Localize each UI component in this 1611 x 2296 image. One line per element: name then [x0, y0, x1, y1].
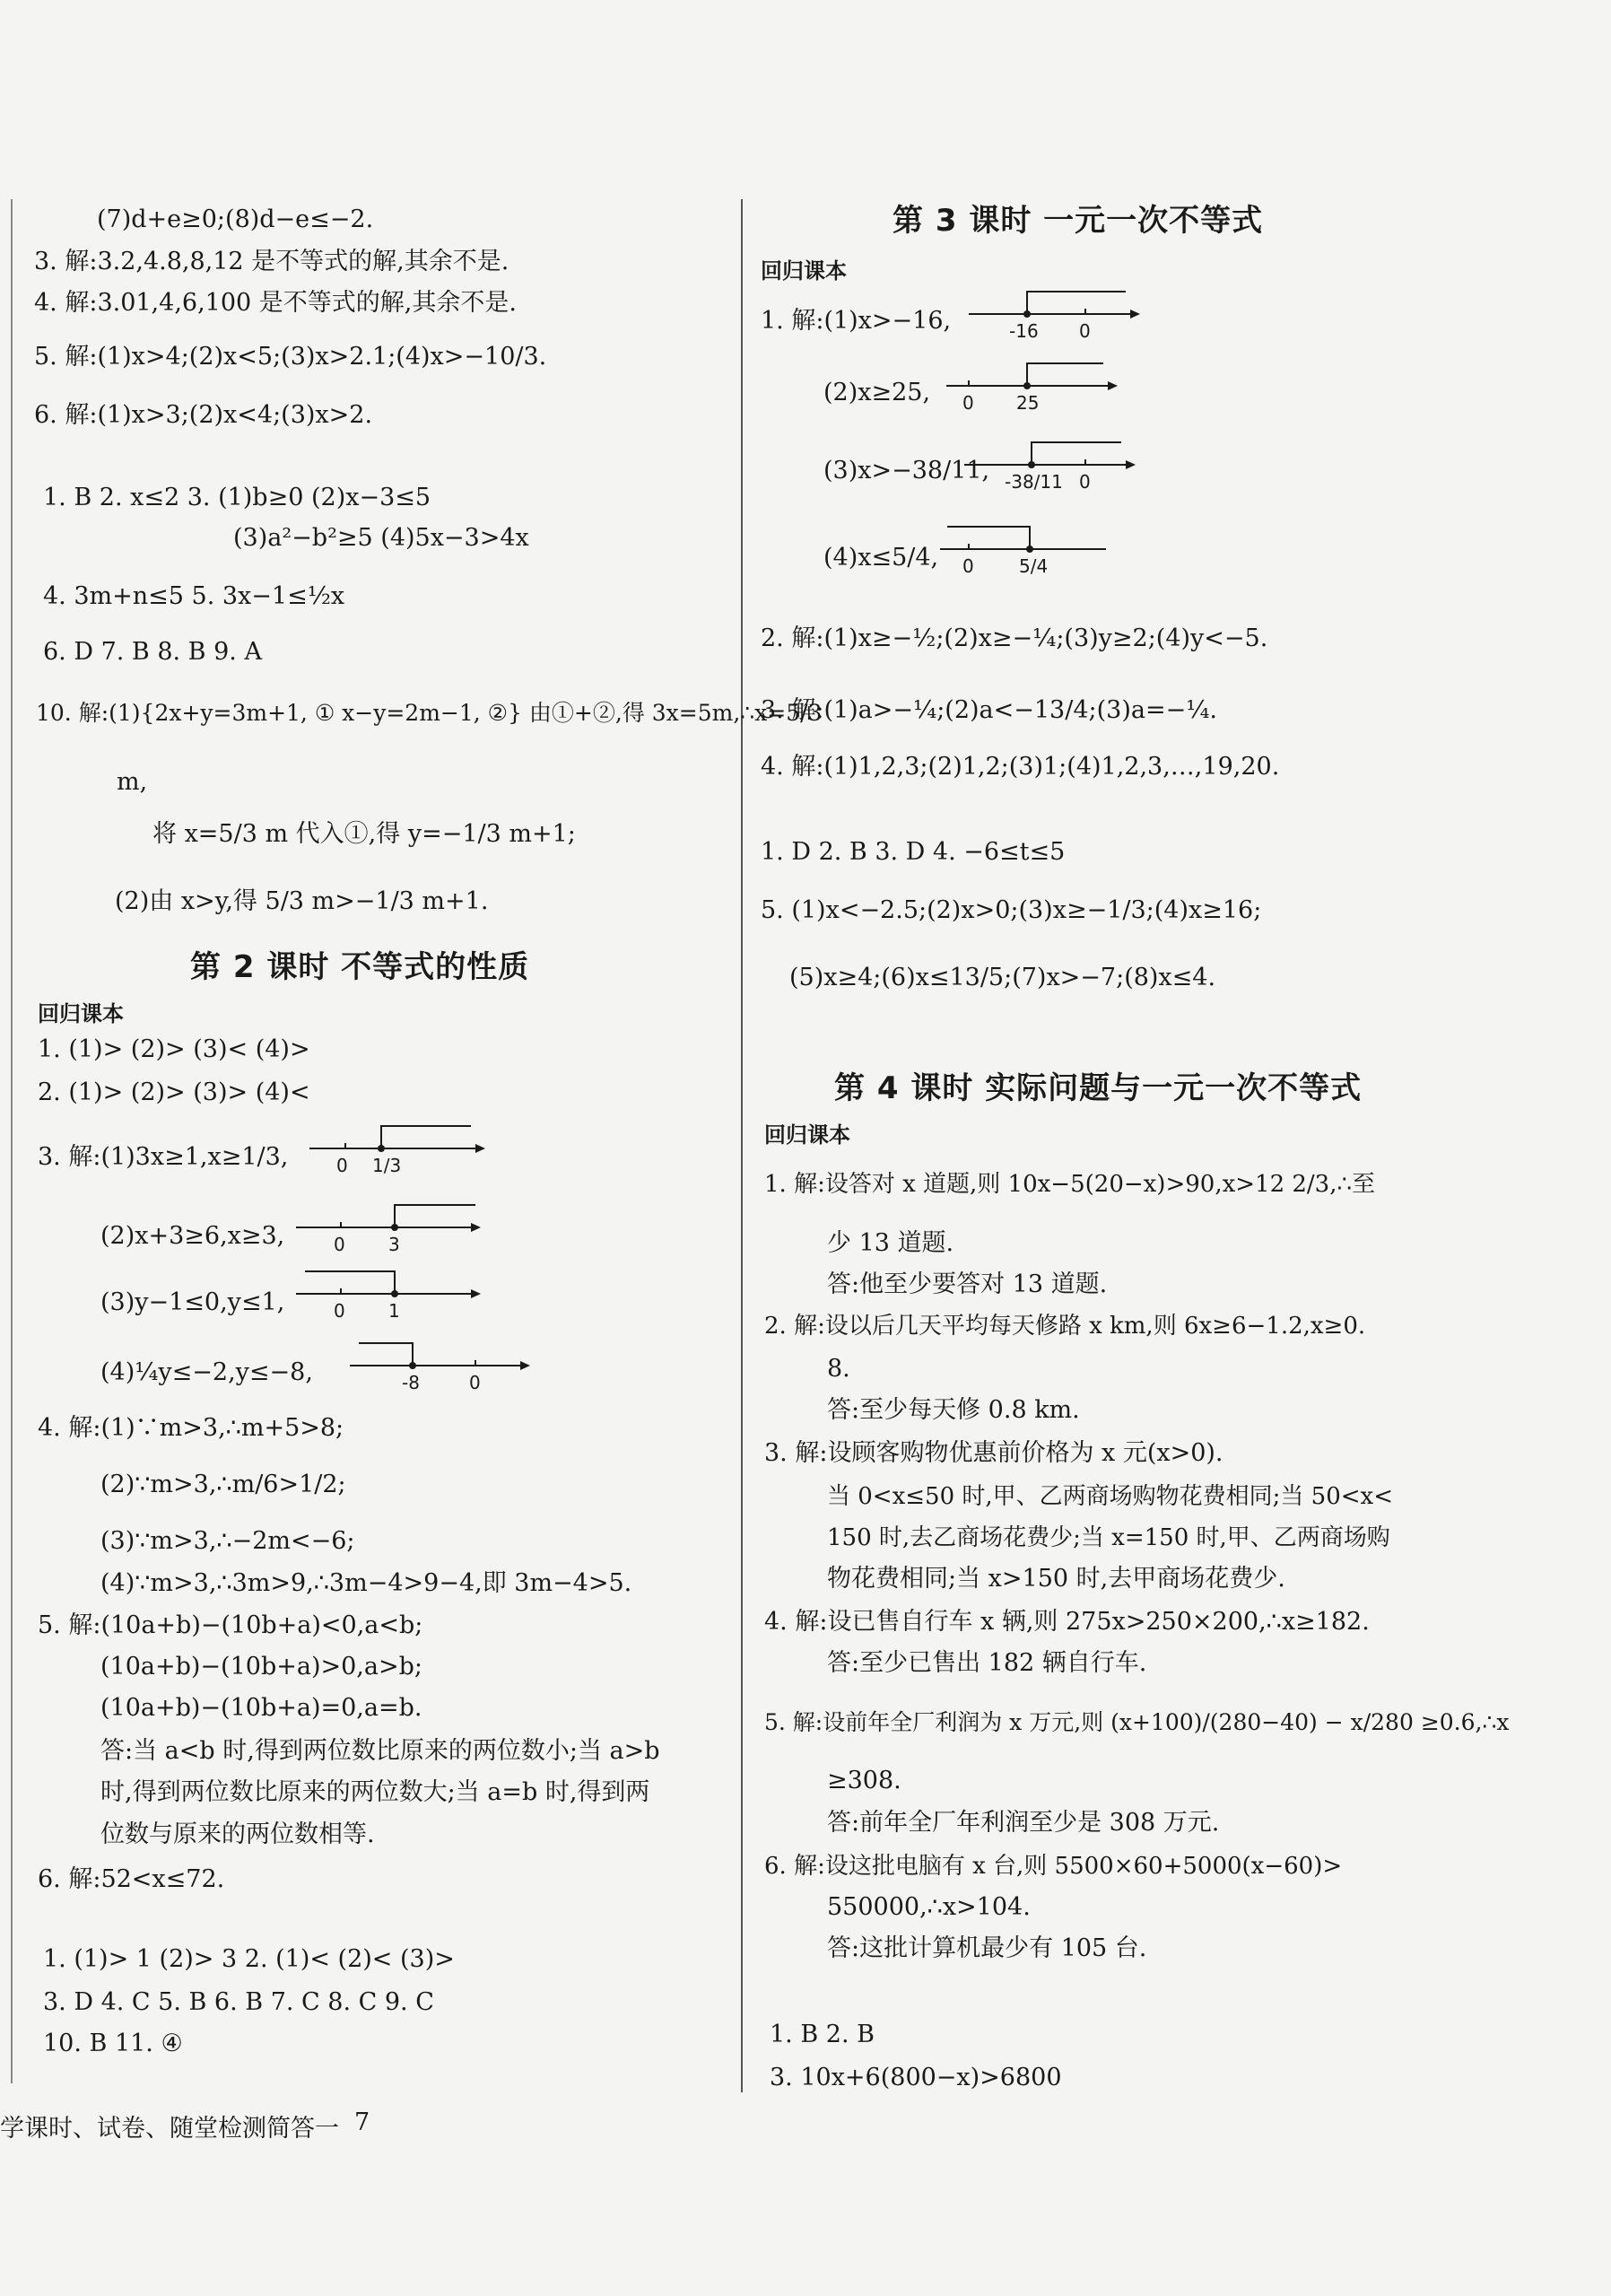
answer-line: 1. (1)> 1 (2)> 3 2. (1)< (2)< (3)> [43, 1945, 455, 1973]
tick-label: 0 [1079, 471, 1091, 493]
tick-label: 1/3 [372, 1155, 402, 1176]
tick-label: 25 [1016, 392, 1040, 414]
answer-line: 8. [827, 1355, 850, 1383]
answer-line: 3. 解:(1)3x≥1,x≥1/3, [38, 1143, 289, 1171]
tick-label: 3 [388, 1234, 400, 1255]
answer-line: (2)x+3≥6,x≥3, [100, 1222, 285, 1250]
answer-line: (10a+b)−(10b+a)=0,a=b. [100, 1694, 422, 1722]
answer-line: 5. (1)x<−2.5;(2)x>0;(3)x≥−1/3;(4)x≥16; [761, 896, 1262, 924]
answer-line: (4)∵m>3,∴3m>9,∴3m−4>9−4,即 3m−4>5. [100, 1569, 632, 1597]
answer-line: (3)y−1≤0,y≤1, [100, 1288, 285, 1316]
answer-line: 1. (1)> (2)> (3)< (4)> [38, 1035, 310, 1063]
tick-label: 5/4 [1019, 555, 1049, 577]
number-line [946, 359, 1126, 425]
answer-line: (10a+b)−(10b+a)>0,a>b; [100, 1653, 422, 1681]
answer-line: 150 时,去乙商场花费少;当 x=150 时,甲、乙两商场购 [827, 1524, 1390, 1551]
answer-line: 5. 解:(1)x>4;(2)x<5;(3)x>2.1;(4)x>−10/3. [34, 343, 547, 371]
answer-line: (5)x≥4;(6)x≤13/5;(7)x>−7;(8)x≤4. [789, 964, 1216, 991]
answer-line: (4)x≤5/4, [823, 544, 939, 572]
answer-line: (2)x≥25, [823, 379, 931, 406]
answer-line: 4. 3m+n≤5 5. 3x−1≤½x [43, 582, 345, 610]
tick-label: 0 [962, 392, 974, 414]
answer-line: (3)∵m>3,∴−2m<−6; [100, 1527, 355, 1555]
answer-line: 1. B 2. x≤2 3. (1)b≥0 (2)x−3≤5 [43, 484, 431, 511]
lesson-3-section: 回归课本 [761, 258, 847, 284]
answer-line: 答:他至少要答对 13 道题. [827, 1270, 1108, 1298]
answer-line: m, [117, 768, 148, 796]
answer-line: 5. 解:设前年全厂利润为 x 万元,则 (x+100)/(280−40) − x/280 ≥0.6,∴x [764, 1709, 1510, 1735]
answer-line: 3. 解:(1)a>−¼;(2)a<−13/4;(3)a=−¼. [761, 696, 1217, 724]
answer-line: 3. D 4. C 5. B 6. B 7. C 8. C 9. C [43, 1988, 434, 2016]
answer-line: 3. 解:3.2,4.8,8,12 是不等式的解,其余不是. [34, 248, 509, 275]
left-margin-rule [11, 199, 13, 2083]
number-line [350, 1339, 538, 1405]
answer-line: 时,得到两位数比原来的两位数大;当 a=b 时,得到两 [100, 1778, 650, 1806]
lesson-2-section: 回归课本 [38, 1001, 124, 1026]
number-line [969, 287, 1148, 354]
answer-line: 当 0<x≤50 时,甲、乙两商场购物花费相同;当 50<x< [827, 1483, 1393, 1510]
answer-line: 答:当 a<b 时,得到两位数比原来的两位数小;当 a>b [100, 1737, 660, 1765]
footer-text: 学课时、试卷、随堂检测简答一 [0, 2115, 339, 2143]
tick-label: 0 [334, 1300, 345, 1322]
number-line [964, 438, 1144, 513]
tick-label: 0 [1079, 320, 1091, 342]
answer-line: 答:至少每天修 0.8 km. [827, 1396, 1080, 1424]
answer-line: 答:至少已售出 182 辆自行车. [827, 1649, 1147, 1677]
answer-line: (7)d+e≥0;(8)d−e≤−2. [97, 205, 374, 233]
answer-line: 4. 解:3.01,4,6,100 是不等式的解,其余不是. [34, 289, 517, 317]
answer-line: 4. 解:设已售自行车 x 辆,则 275x>250×200,∴x≥182. [764, 1608, 1370, 1636]
number-line [296, 1200, 484, 1267]
answer-line: 5. 解:(10a+b)−(10b+a)<0,a<b; [38, 1611, 423, 1639]
answer-line: 6. D 7. B 8. B 9. A [43, 638, 262, 666]
answer-line: 6. 解:(1)x>3;(2)x<4;(3)x>2. [34, 401, 373, 429]
column-divider [741, 199, 743, 2092]
answer-line: (2)由 x>y,得 5/3 m>−1/3 m+1. [115, 887, 489, 915]
answer-line: 1. D 2. B 3. D 4. −6≤t≤5 [761, 838, 1066, 866]
answer-line: 4. 解:(1)1,2,3;(2)1,2;(3)1;(4)1,2,3,…,19,20. [761, 753, 1280, 781]
lesson-2-title: 第 2 课时 不等式的性质 [190, 949, 530, 985]
tick-label: 0 [962, 555, 974, 577]
page-number: 7 [354, 2108, 370, 2136]
lesson-4-title: 第 4 课时 实际问题与一元一次不等式 [834, 1070, 1363, 1106]
answer-line: 4. 解:(1)∵m>3,∴m+5>8; [38, 1414, 344, 1442]
lesson-4-section: 回归课本 [764, 1122, 850, 1148]
answer-line: 2. 解:设以后几天平均每天修路 x km,则 6x≥6−1.2,x≥0. [764, 1313, 1366, 1340]
answer-line: ≥308. [827, 1767, 901, 1794]
answer-line: 6. 解:设这批电脑有 x 台,则 5500×60+5000(x−60)> [764, 1853, 1343, 1880]
tick-label: 0 [469, 1372, 481, 1393]
number-line [296, 1267, 484, 1333]
tick-label: 1 [388, 1300, 400, 1322]
answer-line: 3. 10x+6(800−x)>6800 [770, 2064, 1062, 2091]
answer-line: 3. 解:设顾客购物优惠前价格为 x 元(x>0). [764, 1439, 1223, 1467]
number-line [940, 522, 1119, 598]
lesson-3-title: 第 3 课时 一元一次不等式 [893, 203, 1264, 239]
answer-line: 位数与原来的两位数相等. [100, 1820, 375, 1848]
tick-label: -38/11 [1005, 471, 1063, 493]
answer-line: 10. B 11. ④ [43, 2030, 183, 2057]
answer-line: (3)a²−b²≥5 (4)5x−3>4x [233, 524, 529, 552]
tick-label: 0 [334, 1234, 345, 1255]
answer-line: 答:前年全厂年利润至少是 308 万元. [827, 1809, 1220, 1837]
answer-line: 550000,∴x>104. [827, 1893, 1031, 1921]
answer-line: (3)x>−38/11, [823, 457, 990, 485]
answer-line: 10. 解:(1){2x+y=3m+1, ① x−y=2m−1, ②} 由①+②,得 3x=5m,∴x=5/3 [36, 700, 823, 726]
answer-line: 2. (1)> (2)> (3)> (4)< [38, 1078, 310, 1106]
answer-line: 6. 解:52<x≤72. [38, 1865, 225, 1893]
answer-line: 将 x=5/3 m 代入①,得 y=−1/3 m+1; [152, 820, 576, 848]
number-line [309, 1122, 489, 1188]
tick-label: -8 [402, 1372, 420, 1393]
answer-line: 2. 解:(1)x≥−½;(2)x≥−¼;(3)y≥2;(4)y<−5. [761, 624, 1268, 652]
answer-line: (2)∵m>3,∴m/6>1/2; [100, 1471, 346, 1498]
tick-label: 0 [336, 1155, 348, 1176]
answer-line: (4)¼y≤−2,y≤−8, [100, 1358, 313, 1386]
tick-label: -16 [1009, 320, 1039, 342]
answer-line: 1. 解:设答对 x 道题,则 10x−5(20−x)>90,x>12 2/3,∴至 [764, 1171, 1376, 1198]
answer-line: 1. 解:(1)x>−16, [761, 307, 952, 335]
answer-line: 少 13 道题. [827, 1229, 954, 1257]
answer-line: 物花费相同;当 x>150 时,去甲商场花费少. [827, 1565, 1285, 1593]
answer-line: 1. B 2. B [770, 2021, 875, 2048]
answer-line: 答:这批计算机最少有 105 台. [827, 1934, 1147, 1962]
